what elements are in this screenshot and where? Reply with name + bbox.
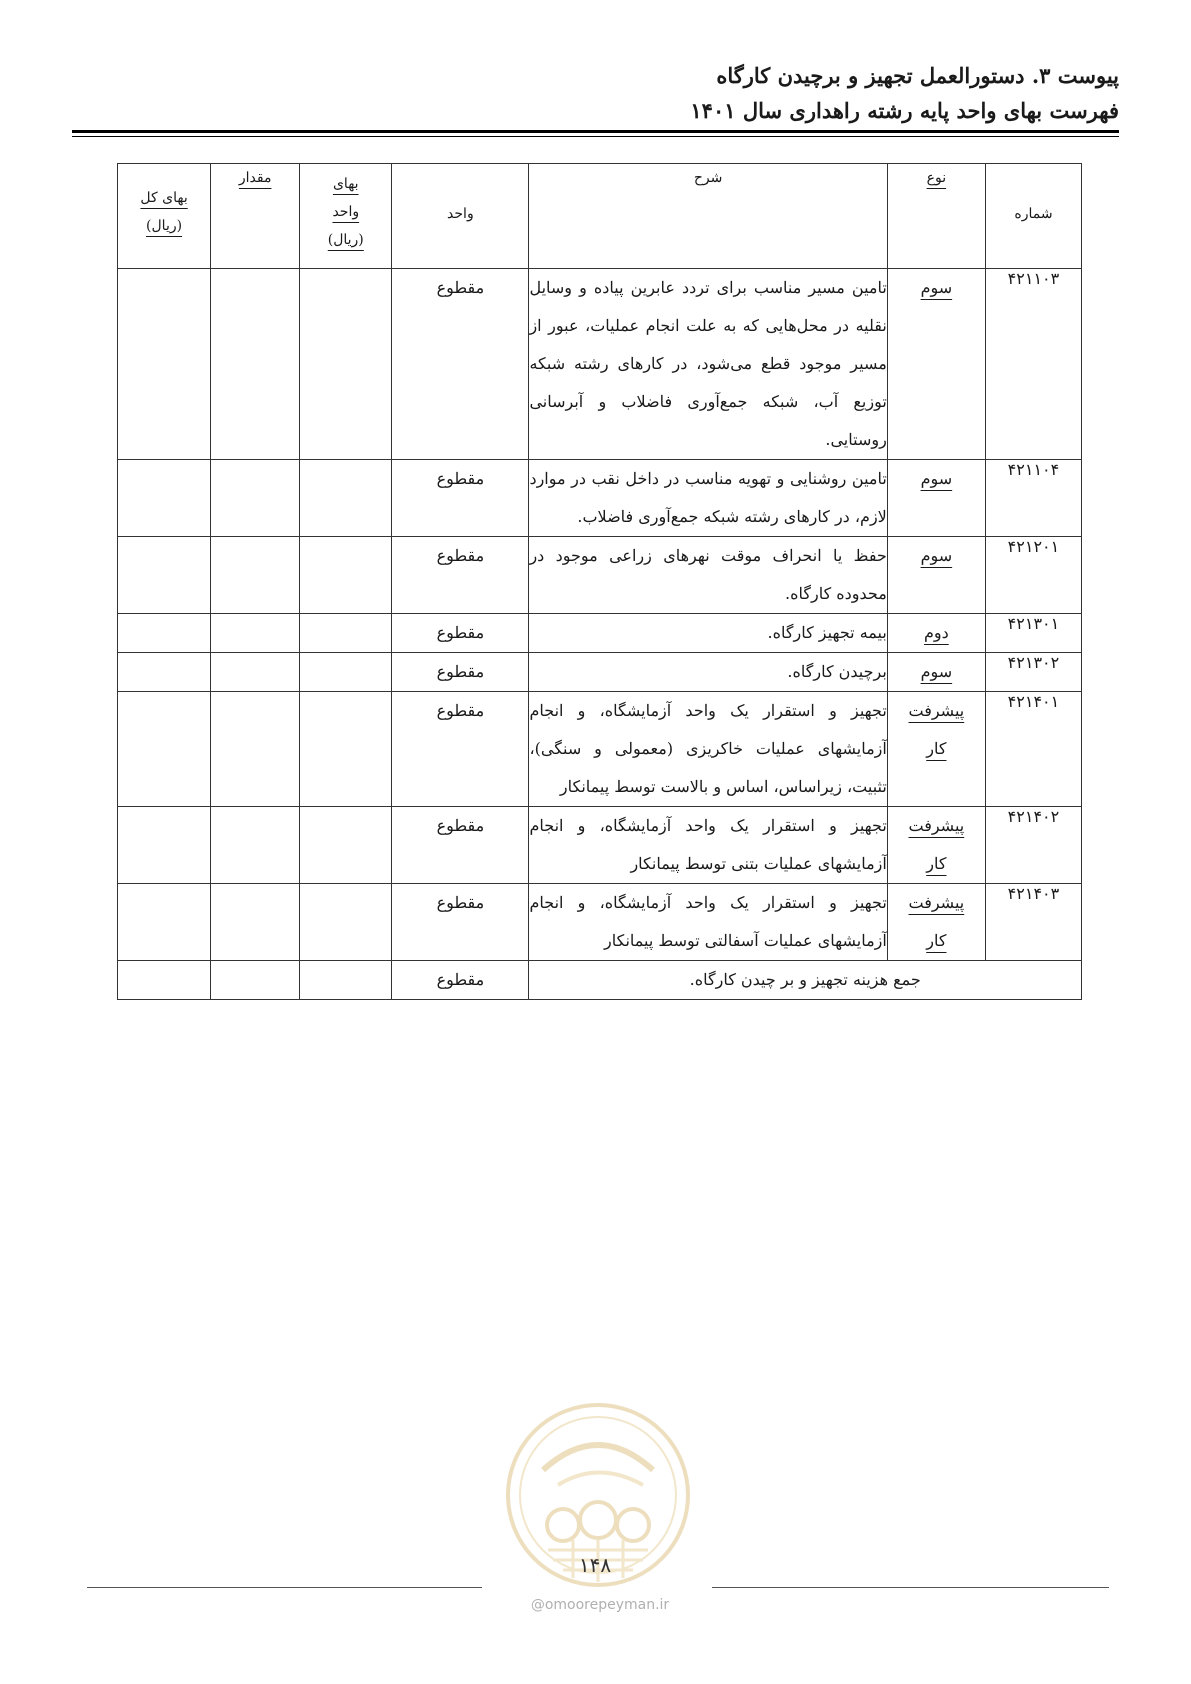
row-description: تجهیز و استقرار یک واحد آزمایشگاه، و انجام آزمایشهای عملیات خاکریزی (معمولی و سنگی)، تثبیت، زیراساس، اساس و بالاست توسط پیمانکار [529, 692, 887, 807]
row-quantity [211, 460, 300, 537]
row-type: سوم [887, 653, 985, 692]
footer-rule-right [712, 1587, 1109, 1588]
table-row [118, 269, 1082, 460]
row-unit: مقطوع [392, 269, 529, 460]
row-total-price [118, 653, 211, 692]
row-description: حفظ یا انحراف موقت نهرهای زراعی موجود در محدوده کارگاه. [529, 537, 887, 614]
total-unit-price [300, 961, 392, 1000]
row-type: پیشرفت کار [887, 884, 985, 961]
row-unit-price [300, 460, 392, 537]
header-rule-thin [72, 136, 1119, 137]
row-number: ۴۲۱۴۰۲ [985, 807, 1081, 884]
row-unit-price [300, 807, 392, 884]
row-total-price [118, 807, 211, 884]
row-unit-price [300, 884, 392, 961]
row-quantity [211, 269, 300, 460]
row-unit-price [300, 269, 392, 460]
header-type: نوع [887, 164, 985, 269]
header-unit-price: بهای واحد (ریال) [300, 164, 392, 269]
row-unit: مقطوع [392, 692, 529, 807]
row-total-price [118, 460, 211, 537]
row-total-price [118, 614, 211, 653]
row-unit: مقطوع [392, 537, 529, 614]
row-number: ۴۲۱۳۰۲ [985, 653, 1081, 692]
row-total-price [118, 269, 211, 460]
row-unit: مقطوع [392, 614, 529, 653]
header-total-price: بهای کل (ریال) [118, 164, 211, 269]
row-quantity [211, 537, 300, 614]
row-quantity [211, 653, 300, 692]
price-list-table [117, 163, 1082, 1000]
row-description: تجهیز و استقرار یک واحد آزمایشگاه، و انجام آزمایشهای عملیات بتنی توسط پیمانکار [529, 807, 887, 884]
row-quantity [211, 692, 300, 807]
row-number: ۴۲۱۴۰۱ [985, 692, 1081, 807]
row-description: بیمه تجهیز کارگاه. [529, 614, 887, 653]
table-row [118, 614, 1082, 653]
header-rule-thick [72, 130, 1119, 133]
row-total-price [118, 692, 211, 807]
page-header [72, 58, 1119, 128]
header-unit: واحد [392, 164, 529, 269]
row-unit-price [300, 537, 392, 614]
row-type: پیشرفت کار [887, 807, 985, 884]
row-description: تامین مسیر مناسب برای تردد عابرین پیاده و وسایل نقلیه در محل‌هایی که به علت انجام عملیات، عبور از مسیر موجود قطع می‌شود، در کارهای رشته شبکه توزیع آب، شبکه جمع‌آوری فاضلاب و آبرسانی روستایی. [529, 269, 887, 460]
table-row [118, 807, 1082, 884]
row-type: سوم [887, 537, 985, 614]
table-row [118, 692, 1082, 807]
total-label: جمع هزینه تجهیز و بر چیدن کارگاه. [529, 961, 1082, 1000]
row-unit-price [300, 692, 392, 807]
footer-rule-left [87, 1587, 482, 1588]
table-total-row [118, 961, 1082, 1000]
row-total-price [118, 884, 211, 961]
row-type: پیشرفت کار [887, 692, 985, 807]
row-type: سوم [887, 269, 985, 460]
row-quantity [211, 614, 300, 653]
table-row [118, 460, 1082, 537]
header-number: شماره [985, 164, 1081, 269]
row-quantity [211, 807, 300, 884]
table-row [118, 653, 1082, 692]
table-row [118, 537, 1082, 614]
row-unit: مقطوع [392, 807, 529, 884]
page-number: ۱۴۸ [578, 1553, 612, 1577]
row-description: تامین روشنایی و تهویه مناسب در داخل نقب در موارد لازم، در کارهای رشته شبکه جمع‌آوری فاضلاب. [529, 460, 887, 537]
row-unit: مقطوع [392, 653, 529, 692]
total-unit: مقطوع [392, 961, 529, 1000]
row-number: ۴۲۱۱۰۴ [985, 460, 1081, 537]
header-quantity: مقدار [211, 164, 300, 269]
total-price [118, 961, 211, 1000]
table-header-row [118, 164, 1082, 269]
row-number: ۴۲۱۳۰۱ [985, 614, 1081, 653]
header-price-list-title: فهرست بهای واحد پایه رشته راهداری سال ۱۴۰۱ [690, 98, 1119, 123]
row-quantity [211, 884, 300, 961]
row-number: ۴۲۱۱۰۳ [985, 269, 1081, 460]
row-unit-price [300, 653, 392, 692]
header-appendix-title: پیوست ۳. دستورالعمل تجهیز و برچیدن کارگاه [716, 63, 1119, 88]
row-type: دوم [887, 614, 985, 653]
total-quantity [211, 961, 300, 1000]
row-unit-price [300, 614, 392, 653]
row-unit: مقطوع [392, 884, 529, 961]
table-row [118, 884, 1082, 961]
row-description: تجهیز و استقرار یک واحد آزمایشگاه، و انجام آزمایشهای عملیات آسفالتی توسط پیمانکار [529, 884, 887, 961]
row-number: ۴۲۱۲۰۱ [985, 537, 1081, 614]
row-unit: مقطوع [392, 460, 529, 537]
row-number: ۴۲۱۴۰۳ [985, 884, 1081, 961]
site-watermark-text: @omoorepeyman.ir [530, 1597, 670, 1613]
row-total-price [118, 537, 211, 614]
row-type: سوم [887, 460, 985, 537]
row-description: برچیدن کارگاه. [529, 653, 887, 692]
header-description: شرح [529, 164, 887, 269]
